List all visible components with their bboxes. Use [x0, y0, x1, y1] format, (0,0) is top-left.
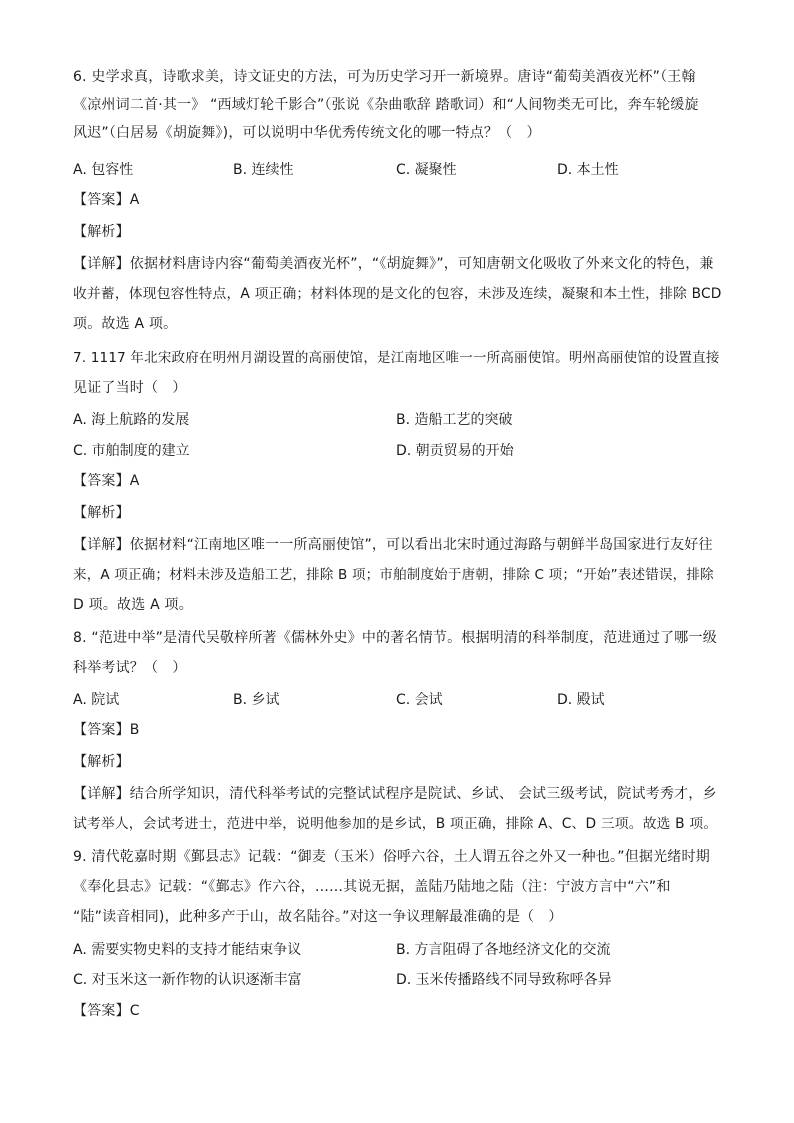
q8-option-d: D. 殿试 [557, 692, 605, 708]
q6-detail-line-1: 【详解】依据材料唐诗内容“葡萄美酒夜光杯”，“《胡旋舞》”，可知唐朝文化吸收了外来文化的特色，兼 [73, 256, 714, 272]
q6-detail-line-3: 项。故选 A 项。 [73, 316, 178, 332]
q8-answer: 【答案】B [73, 722, 140, 738]
q7-stem-line-2: 见证了当时（ ） [73, 380, 187, 396]
q8-detail-line-1: 【详解】结合所学知识，清代科举考试的完整试试程序是院试、乡试、 会试三级考试，院试考秀才，乡 [73, 786, 717, 802]
q8-option-a: A. 院试 [73, 692, 120, 708]
q9-answer: 【答案】C [73, 1003, 140, 1019]
q6-answer: 【答案】A [73, 192, 140, 208]
q7-analysis-label: 【解析】 [73, 505, 130, 521]
q8-detail-line-2: 试考举人，会试考进士，范进中举，说明他参加的是乡试，B 项正确，排除 A、C、D 三项。故选 B 项。 [73, 816, 718, 832]
q6-stem-line-2: 《凉州词二首·其一》 “西域灯轮千影合”（张说《杂曲歌辞 踏歌词）和“人间物类无可比，奔车轮缓旋 [73, 97, 699, 113]
q6-analysis-label: 【解析】 [73, 224, 130, 240]
q9-stem-line-3: “陆”读音相同)，此种多产于山，故名陆谷。”对这一争议理解最准确的是（ ） [73, 909, 563, 925]
q7-option-c: C. 市舶制度的建立 [73, 443, 190, 459]
q9-option-d: D. 玉米传播路线不同导致称呼各异 [396, 972, 612, 988]
q6-detail-line-2: 收并蓄，体现包容性特点，A 项正确；材料体现的是文化的包容，未涉及连续，凝聚和本土性，排除 BCD [73, 286, 722, 302]
q6-option-d: D. 本土性 [557, 162, 619, 178]
q6-option-c: C. 凝聚性 [396, 162, 457, 178]
q8-stem-line-1: 8. “范进中举”是清代吴敬梓所著《儒林外史》中的著名情节。根据明清的科举制度，范进通过了哪一级 [73, 630, 717, 646]
q7-stem-line-1: 7. 1117 年北宋政府在明州月湖设置的高丽使馆，是江南地区唯一一所高丽使馆。明州高丽使馆的设置直接 [73, 350, 720, 366]
q9-option-c: C. 对玉米这一新作物的认识逐渐丰富 [73, 972, 302, 988]
q6-option-a: A. 包容性 [73, 162, 134, 178]
q8-stem-line-2: 科举考试？（ ） [73, 660, 187, 676]
q7-detail-line-2: 来，A 项正确；材料未涉及造船工艺，排除 B 项；市舶制度始于唐朝，排除 C 项；“开始”表述错误，排除 [73, 567, 714, 583]
q7-detail-line-1: 【详解】依据材料“江南地区唯一一所高丽使馆”，可以看出北宋时通过海路与朝鲜半岛国家进行友好往 [73, 537, 713, 553]
q6-stem-line-1: 6. 史学求真，诗歌求美，诗文证史的方法，可为历史学习开一新境界。唐诗“葡萄美酒夜光杯”（王翰 [73, 69, 696, 85]
q7-detail-line-3: D 项。故选 A 项。 [73, 597, 193, 613]
q8-option-c: C. 会试 [396, 692, 443, 708]
q6-stem-line-3: 风迟”（白居易《胡旋舞》)，可以说明中华优秀传统文化的哪一特点？（ ） [73, 125, 541, 141]
q9-option-b: B. 方言阻碍了各地经济文化的交流 [396, 942, 611, 958]
q7-option-a: A. 海上航路的发展 [73, 412, 190, 428]
q9-stem-line-1: 9. 清代乾嘉时期《鄞县志》记载：“御麦（玉米）俗呼六谷，土人谓五谷之外又一种也。”但据光绪时期 [73, 849, 710, 865]
q9-stem-line-2: 《奉化县志》记载：“《鄞志》作六谷，……其说无据，盖陆乃陆地之陆（注：宁波方言中“六”和 [73, 879, 671, 895]
q7-answer: 【答案】A [73, 473, 140, 489]
q8-analysis-label: 【解析】 [73, 754, 130, 770]
q6-option-b: B. 连续性 [233, 162, 294, 178]
q8-option-b: B. 乡试 [233, 692, 280, 708]
q9-option-a: A. 需要实物史料的支持才能结束争议 [73, 942, 302, 958]
q7-option-d: D. 朝贡贸易的开始 [396, 443, 514, 459]
q7-option-b: B. 造船工艺的突破 [396, 412, 513, 428]
